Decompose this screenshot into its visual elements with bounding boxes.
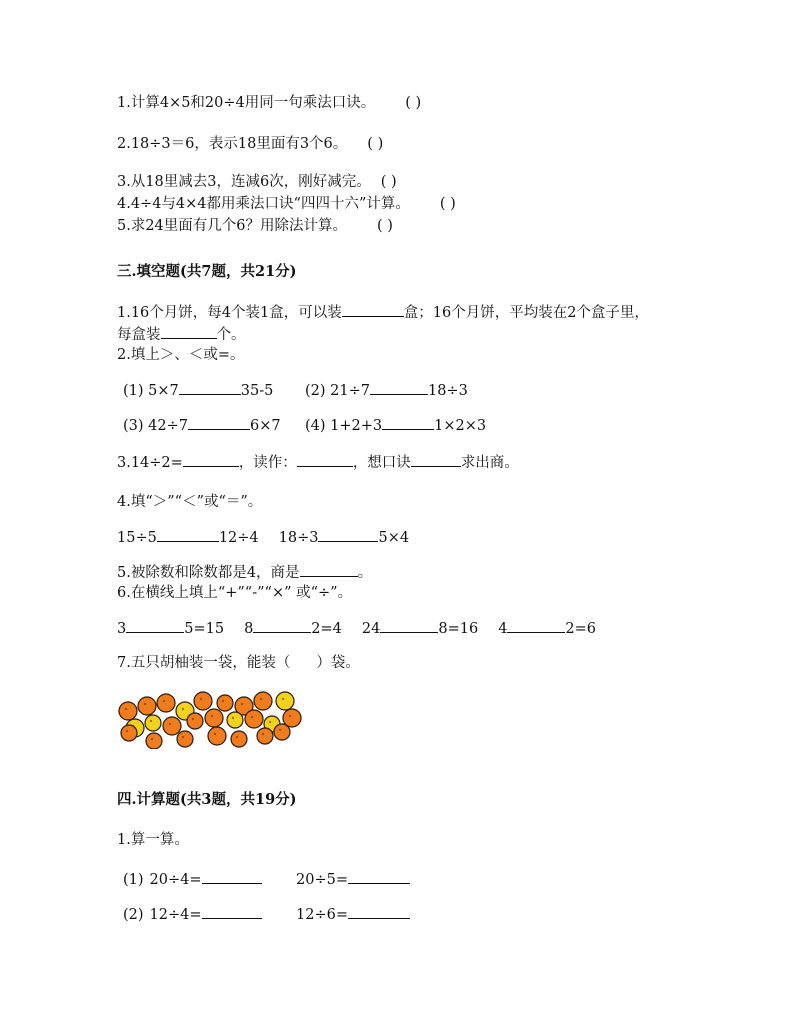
pomelo-fruit [119, 702, 137, 720]
pomelo-fruit [231, 731, 247, 747]
s4-row1-a-expr: 20÷4= [149, 872, 202, 888]
pomelo-spot [150, 720, 152, 722]
s3-q3 [117, 452, 519, 473]
s3-q5-blank[interactable] [300, 562, 358, 577]
judge-q2-paren[interactable]: ( ) [367, 136, 384, 152]
judge-q4-paren[interactable]: ( ) [439, 196, 456, 212]
pomelo-fruit [187, 713, 203, 729]
s3-q3-blank1[interactable] [183, 452, 239, 467]
s3-q4-item2-blank[interactable] [318, 527, 378, 542]
s3-q7 [117, 653, 360, 673]
pomelo-spot [192, 718, 194, 720]
s3-q1-line1 [117, 302, 649, 323]
pomelo-fruit [254, 692, 272, 710]
s3-q3-text-d: 求出商。 [460, 455, 519, 471]
pomelo-spot [282, 698, 284, 700]
s3-q3-text-a: 3.14÷2= [117, 455, 183, 471]
s3-q1-text-c: 每盒装 [117, 327, 161, 343]
s3-q2-item2-blank[interactable] [370, 380, 428, 395]
s3-q3-blank2[interactable] [297, 452, 353, 467]
pomelo-spot [182, 736, 184, 738]
s3-q6-title: 6.在横线上填上“+”“-”“×” 或“÷”。 [117, 585, 353, 601]
judge-q3 [117, 172, 397, 192]
s3-q4-item2-right: 5×4 [378, 530, 410, 546]
judge-q1-paren[interactable]: ( ) [405, 95, 422, 111]
s3-q4-items [117, 527, 409, 548]
s4-row2-b-blank[interactable] [348, 904, 410, 919]
s3-q5 [117, 562, 372, 583]
s3-q2-item1-right: 35-5 [240, 383, 274, 399]
pomelo-fruit [177, 731, 193, 747]
s4-row1-b-blank[interactable] [348, 869, 410, 884]
s3-q5-text-b: 。 [357, 565, 373, 581]
s3-q6-item3-right: 8=16 [438, 621, 479, 637]
pomelo-spot [182, 708, 184, 710]
s4-row2-label: (2) [123, 907, 144, 923]
pomelo-fruit [208, 727, 226, 745]
pomelo-fruit [163, 717, 181, 735]
pomelo-spot [262, 733, 264, 735]
s3-q2-item4-blank[interactable] [382, 415, 434, 430]
s3-q4-title: 4.填“＞”“＜”或“＝”。 [117, 494, 263, 510]
s3-q3-text-c: ，想口诀 [352, 455, 411, 471]
judge-q4-text: 4.4÷4与4×4都用乘法口诀“四四十六”计算。 [117, 196, 410, 212]
s4-row1-b [296, 869, 410, 890]
s4-row2-b-expr: 12÷6= [296, 907, 348, 923]
pomelo-fruit [138, 697, 156, 715]
s3-q6-item2-blank[interactable] [253, 618, 311, 633]
s4-q1-title: 1.算一算。 [117, 832, 189, 848]
pomelo-fruit [276, 692, 294, 710]
s3-q1-line2 [117, 324, 246, 345]
judge-q2-text: 2.18÷3＝6，表示18里面有3个6。 [117, 136, 348, 152]
s3-q6-item2-right: 2=4 [311, 621, 342, 637]
pomelo-fruit [145, 715, 161, 731]
s4-row2-a [123, 904, 262, 925]
s3-q3-text-b: ，读作： [238, 455, 297, 471]
pomelo-spot [251, 716, 253, 718]
s4-row1-a-blank[interactable] [202, 869, 262, 884]
s3-q6-items [117, 618, 596, 639]
s4-row1-label: (1) [123, 872, 144, 888]
pomelo-fruit [227, 712, 243, 728]
s3-q6-item4-right: 2=6 [565, 621, 597, 637]
pomelo-spot [169, 723, 171, 725]
pomelo-spot [289, 715, 291, 717]
s3-q1-text-a: 1.16个月饼，每4个装1盒，可以装 [117, 305, 342, 321]
s3-q4-item1-blank[interactable] [157, 527, 219, 542]
s3-q2-item1 [123, 380, 273, 401]
s4-row1-b-expr: 20÷5= [296, 872, 348, 888]
s3-q6-item3-left: 24 [361, 621, 381, 637]
pomelo-fruit [194, 692, 212, 710]
s3-q2-item2-left: (2) 21÷7 [305, 383, 370, 399]
pomelo-spot [260, 698, 262, 700]
pomelo-spot [236, 736, 238, 738]
pomelo-spot [241, 703, 243, 705]
pomelo-spot [222, 700, 224, 702]
pomelo-spot [125, 708, 127, 710]
s3-q1-text-d: 个。 [216, 327, 246, 343]
s4-row2-b [296, 904, 410, 925]
pomelo-spot [144, 703, 146, 705]
pomelo-spot [232, 717, 234, 719]
judge-q5-paren[interactable]: ( ) [377, 218, 393, 234]
s3-q3-blank3[interactable] [411, 452, 461, 467]
pomelo-illustration [117, 689, 307, 749]
s3-q6-item2-left: 8 [244, 621, 254, 637]
judge-q1 [117, 93, 421, 113]
judge-q3-paren[interactable]: ( ) [380, 174, 397, 190]
pomelo-spot [126, 730, 128, 732]
s3-q2-item2 [305, 380, 468, 401]
s3-q7-text-b: ）袋。 [316, 655, 360, 671]
s3-q2-item4-right: 1×2×3 [434, 418, 487, 434]
s4-row2-a-blank[interactable] [202, 904, 262, 919]
s3-q4-item1-left: 15÷5 [117, 530, 157, 546]
s3-q2-item1-left: (1) 5×7 [123, 383, 179, 399]
s3-q6-item4-blank[interactable] [507, 618, 565, 633]
pomelo-spot [211, 715, 213, 717]
s3-q2-item1-blank[interactable] [179, 380, 241, 395]
section3-title: 三.填空题(共7题，共21分) [117, 263, 297, 280]
s3-q6-item1-left: 3 [117, 621, 127, 637]
pomelo-fruit [217, 695, 233, 711]
s3-q1-text-b: 盒；16个月饼，平均装在2个盒子里， [403, 305, 649, 321]
judge-q3-text: 3.从18里减去3，连减6次，刚好减完。 [117, 174, 371, 190]
s3-q2-item3-left: (3) 42÷7 [123, 418, 188, 434]
judge-q2 [117, 134, 383, 154]
pomelo-spot [269, 721, 271, 723]
pomelo-spot [214, 733, 216, 735]
s3-q1-blank1[interactable] [342, 302, 404, 317]
pomelo-fruit [274, 724, 290, 740]
judge-q5 [117, 216, 393, 236]
pomelo-fruit [245, 710, 263, 728]
s3-q2-item3-right: 6×7 [249, 418, 281, 434]
s3-q4-item1-right: 12÷4 [218, 530, 259, 546]
s3-q4-item2-left: 18÷3 [278, 530, 319, 546]
pomelo-spot [279, 729, 281, 731]
s3-q7-text-a: 7.五只胡柚装一袋，能装（ [117, 655, 291, 671]
s3-q2-item2-right: 18÷3 [427, 383, 468, 399]
s3-q2-item3-blank[interactable] [188, 415, 250, 430]
judge-q4 [117, 194, 456, 214]
pomelo-spot [163, 700, 165, 702]
s3-q2-title: 2.填上＞、＜或=。 [117, 347, 245, 363]
pomelo-spot [151, 738, 153, 740]
s3-q6-item4-left: 4 [498, 621, 508, 637]
pomelo-fruit [121, 725, 137, 741]
s3-q1-blank2[interactable] [161, 324, 217, 339]
s4-row1-a [123, 869, 262, 890]
s3-q6-item1-blank[interactable] [126, 618, 184, 633]
s3-q2-item4 [305, 415, 486, 436]
s3-q2-item4-left: (4) 1+2+3 [305, 418, 383, 434]
pomelo-fruit [157, 694, 175, 712]
judge-q5-text: 5.求24里面有几个6？用除法计算。 [117, 218, 348, 234]
pomelo-spot [200, 698, 202, 700]
s3-q5-text-a: 5.被除数和除数都是4，商是 [117, 565, 300, 581]
judge-q1-text: 1.计算4×5和20÷4用同一句乘法口诀。 [117, 95, 376, 111]
pomelo-fruit [146, 733, 162, 749]
s3-q6-item1-right: 5=15 [184, 621, 225, 637]
pomelo-fruit [205, 709, 223, 727]
s3-q6-item3-blank[interactable] [380, 618, 438, 633]
section4-title: 四.计算题(共3题，共19分) [117, 791, 297, 808]
s4-row2-a-expr: 12÷4= [149, 907, 202, 923]
pomelo-fruit [257, 728, 273, 744]
s3-q2-item3 [123, 415, 281, 436]
